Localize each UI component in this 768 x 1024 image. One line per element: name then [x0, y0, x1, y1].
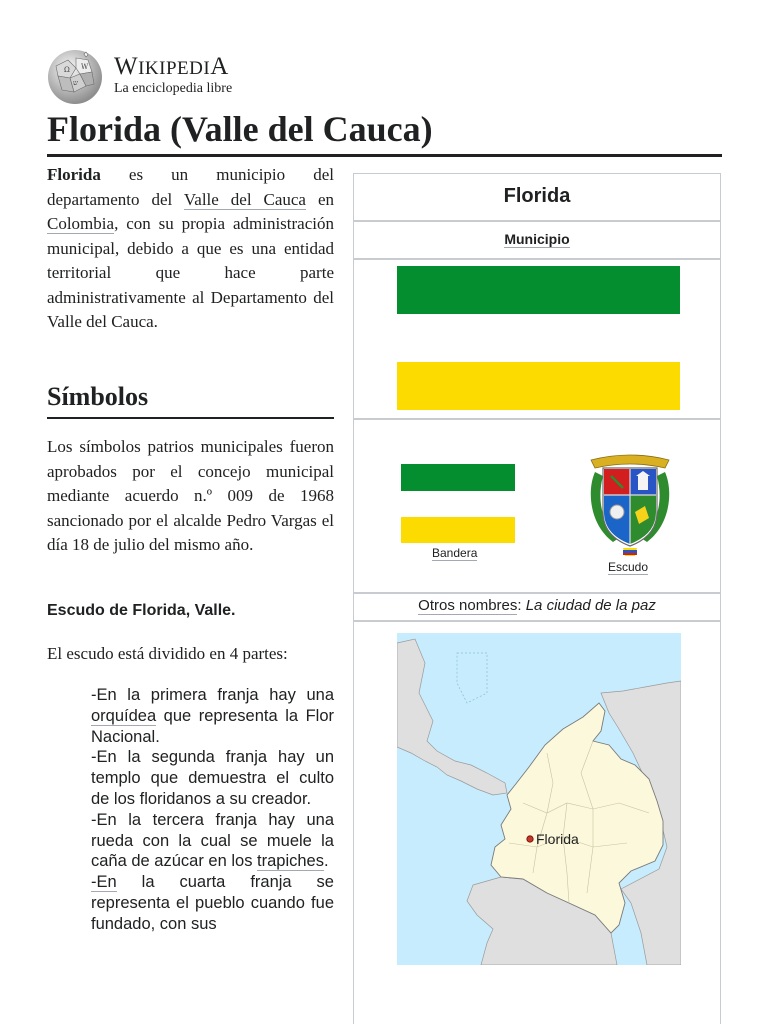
small-flag-yellow-stripe[interactable]: [401, 517, 515, 543]
svg-text:W: W: [81, 63, 89, 71]
infobox: [353, 173, 721, 1024]
wikipedia-wordmark[interactable]: WIKIPEDIA: [114, 53, 229, 80]
link-en[interactable]: -En: [91, 873, 117, 892]
svg-text:Ω: Ω: [64, 66, 70, 74]
intro-paragraph: [47, 163, 334, 335]
list-item: [91, 872, 334, 934]
infobox-title-row: [354, 174, 720, 222]
flag-green-stripe: [397, 266, 680, 314]
subheading-escudo: Escudo de Florida, Valle.: [47, 602, 236, 619]
map-city-label: Florida: [536, 831, 579, 847]
section-heading-simbolos: Símbolos: [47, 380, 334, 419]
intro-bold-term: Florida: [47, 165, 101, 184]
municipio-link[interactable]: Municipio: [504, 231, 570, 247]
link-orquidea[interactable]: orquídea: [91, 706, 157, 725]
link-colombia[interactable]: Colombia: [47, 214, 115, 233]
infobox-title: Florida: [503, 185, 571, 207]
list-item-text: la cuarta franja se representa el pueblo cuando fue fundado, con sus: [91, 873, 334, 933]
list-item-text: -En la primera franja hay una: [91, 686, 334, 704]
list-item-text: -En la tercera franja hay una rueda con la cual se muele la caña de azúcar en los: [91, 810, 334, 871]
wikipedia-globe-logo[interactable]: [46, 48, 104, 106]
escudo-parts-list: [91, 685, 334, 935]
page-title: Florida (Valle del Cauca): [47, 106, 722, 157]
intro-text-1: es un municipio del departamento del: [47, 165, 334, 209]
other-names-label[interactable]: Otros nombres: [418, 597, 518, 614]
infobox-type: [354, 231, 720, 247]
list-item-text: .: [323, 852, 329, 871]
list-item: [91, 685, 334, 747]
other-names-value: La ciudad de la paz: [525, 597, 656, 614]
other-names: [354, 597, 720, 614]
other-names-separator: :: [517, 597, 526, 614]
list-item: [91, 810, 334, 872]
bandera-link[interactable]: Bandera: [432, 546, 478, 560]
intro-text-2: en: [305, 189, 334, 209]
list-item: [91, 747, 334, 809]
wikipedia-tagline: La enciclopedia libre: [114, 81, 233, 96]
infobox-flag-row: [354, 260, 720, 420]
escudo-intro-paragraph: El escudo está dividido en 4 partes:: [47, 644, 288, 663]
list-item-text: -En la segunda franja hay un templo que demuestra el culto de los floridanos a su creador.: [91, 748, 334, 808]
small-flag-green-stripe[interactable]: [401, 464, 515, 491]
link-valle-del-cauca[interactable]: Valle del Cauca: [183, 189, 306, 209]
flag-white-stripe: [397, 314, 680, 362]
list-item-text: que representa la Flor Nacional.: [91, 706, 334, 746]
simbolos-paragraph: Los símbolos patrios municipales fueron aprobados por el concejo municipal mediante acuerdo n.º 009 de 1968 sancionado por el alcalde Pedro Vargas el día 18 de julio del mismo año.: [47, 437, 334, 554]
intro-text-3: , con su propia administración municipal, debido a que es una entidad territorial que hace parte administrativamente al Departamento del Valle del Cauca.: [47, 214, 334, 331]
small-flag-white-stripe[interactable]: [401, 491, 515, 517]
infobox-type-row: [354, 222, 720, 260]
flag-yellow-stripe: [397, 362, 680, 410]
svg-text:ש: ש: [73, 79, 78, 87]
coat-of-arms-image[interactable]: [583, 450, 677, 558]
location-map[interactable]: [397, 633, 681, 965]
location-map-image: [397, 633, 681, 965]
link-trapiches[interactable]: trapiches: [257, 852, 324, 871]
infobox-other-names-row: [354, 594, 720, 622]
infobox-symbols-row: [354, 420, 720, 594]
escudo-link[interactable]: Escudo: [608, 560, 649, 574]
